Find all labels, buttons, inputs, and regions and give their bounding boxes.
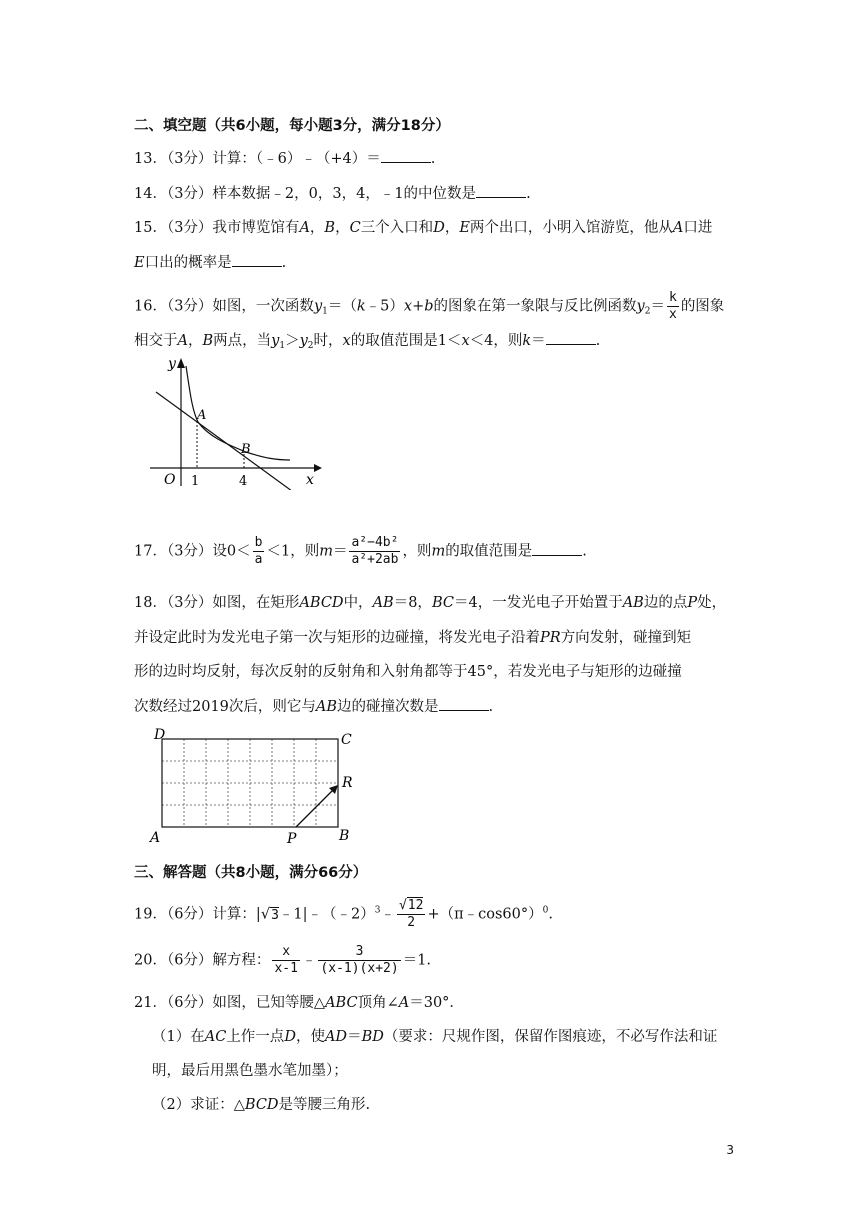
t: C: [349, 220, 361, 236]
t: AB: [372, 595, 394, 611]
t: +（π﹣cos60°）: [427, 906, 543, 923]
t: .: [595, 333, 601, 349]
question-21: [134, 993, 464, 1013]
label-point-a: A: [197, 408, 207, 423]
t: 两个出口，小明入馆游览，他从: [469, 220, 673, 236]
question-21-part1-line2: [152, 1061, 348, 1081]
question-18-line2: [134, 628, 691, 648]
t: 是等腰三角形.: [278, 1097, 371, 1113]
q17-blank: [532, 541, 582, 556]
t: AB: [315, 699, 338, 715]
t: D: [433, 220, 445, 236]
label-origin: O: [164, 472, 176, 488]
t: 明，最后用黑色墨水笔加墨）；: [152, 1063, 348, 1079]
t: ，则: [402, 543, 432, 560]
t: ＝4，一发光电子开始置于: [453, 595, 623, 611]
question-14: [134, 183, 531, 204]
t: b: [424, 298, 434, 315]
section-2-title: 二、填空题（共6小题，每小题3分，满分18分）: [134, 118, 450, 134]
t: .: [488, 699, 494, 715]
t: 方向发射，碰撞到矩: [560, 630, 692, 646]
question-16-line1: [134, 290, 724, 323]
page-number: 3: [726, 1143, 734, 1157]
t: 口进: [683, 220, 713, 236]
q16-blank: [546, 330, 596, 345]
question-13: [134, 148, 435, 169]
t: ，: [335, 220, 350, 236]
t: 15．（3分）我市博览馆有: [134, 220, 300, 236]
q13-blank: [381, 148, 431, 163]
t: BD: [361, 1029, 384, 1045]
t: 2: [307, 341, 314, 351]
t: 12: [407, 898, 424, 913]
t: 3: [374, 905, 381, 916]
t: x: [403, 298, 413, 315]
q14-text: 14．（3分）样本数据﹣2，0，3，4，﹣1的中位数是: [134, 186, 477, 202]
t: E: [134, 255, 145, 271]
t: 16．（3分）如图，一次函数: [134, 298, 314, 315]
t: BC: [431, 595, 454, 611]
x-axis-arrow: [314, 464, 322, 472]
t: AB: [622, 595, 644, 611]
t: .: [281, 255, 287, 271]
tick-label-1: 1: [191, 474, 200, 489]
t: AC: [204, 1029, 227, 1045]
t: k: [356, 298, 366, 315]
t: （1）在: [152, 1029, 205, 1045]
question-15-line1: [134, 218, 712, 238]
t: 的取值范围是1＜: [350, 333, 462, 349]
t: m: [431, 543, 446, 560]
fraction-m-expression: [349, 535, 400, 568]
t: ＝: [347, 1029, 362, 1045]
t: 相交于: [134, 333, 178, 349]
t: PR: [540, 630, 561, 646]
question-19: 19．（6分）计算：|√3﹣1|﹣（﹣2）$^3$﹣ $\frac{√12}{2}$ +（π﹣cos60°）$^0$.: [134, 898, 553, 930]
t: ＝: [650, 298, 665, 315]
label-r: R: [342, 775, 353, 791]
t: BCD: [244, 1097, 279, 1113]
t: E: [459, 220, 470, 236]
t: x-1: [274, 961, 298, 976]
tick-label-4: 4: [239, 474, 248, 489]
t: A: [672, 220, 684, 236]
t: 三个入口和: [360, 220, 434, 236]
t: ＝30°．: [409, 995, 464, 1011]
fraction-k-over-x: [667, 290, 679, 323]
t: A: [398, 995, 410, 1011]
t: ＞: [285, 333, 300, 349]
t: 的图象在第一象限与反比例函数: [433, 298, 637, 315]
t: 处，: [697, 595, 727, 611]
t: 20．（6分）解方程：: [134, 952, 271, 969]
q18-rectangle-diagram: [146, 725, 366, 847]
t: 形的边时均反射，每次反射的反射角和入射角都等于45°，若发光电子与矩形的边碰撞: [134, 664, 682, 680]
label-y: y: [168, 356, 176, 372]
t: A: [299, 220, 310, 236]
t: A: [177, 333, 188, 349]
t: ＝: [531, 333, 546, 349]
label-point-b: B: [241, 442, 251, 457]
t: ﹣: [301, 952, 317, 969]
label-a: A: [150, 830, 161, 846]
t: a²+2ab: [351, 552, 399, 567]
t: 1: [322, 306, 328, 317]
t: P: [687, 595, 698, 611]
t: B: [324, 220, 336, 236]
question-18-line3: [134, 662, 682, 682]
t: y: [271, 333, 280, 349]
t: D: [284, 1029, 296, 1045]
t: ，: [187, 333, 203, 349]
q14-blank: [476, 183, 526, 198]
fraction-sqrt12-over-2: $\frac{√12}{2}$: [398, 898, 424, 930]
t: （2）求证：△: [152, 1097, 245, 1113]
y-axis-arrow: [177, 358, 185, 368]
t: (x-1)(x+2): [320, 961, 399, 976]
t: ＝（: [327, 298, 357, 315]
question-15-line2: [134, 252, 286, 273]
t: ＝8，: [393, 595, 432, 611]
t: 的取值范围是: [445, 543, 533, 560]
t: 19．（6分）计算：|: [134, 906, 261, 923]
t: 中，: [343, 595, 373, 611]
t: 次数经过2019次后，则它与: [134, 699, 316, 715]
t: x: [342, 333, 351, 349]
t: ＝: [332, 543, 348, 560]
question-20: [134, 944, 431, 977]
question-18-line1: [134, 593, 726, 613]
linear-function-line: [156, 392, 296, 490]
t: x: [461, 333, 470, 349]
question-18-line4: [134, 696, 493, 717]
t: y: [299, 333, 308, 349]
t: .: [582, 543, 587, 560]
t: 2: [407, 915, 416, 930]
t: ，: [309, 220, 325, 236]
t: B: [202, 333, 214, 349]
rectangle-grid: [162, 739, 338, 827]
t: ＜4，则: [469, 333, 523, 349]
t: 并设定此时为发光电子第一次与矩形的边碰撞，将发光电子沿着: [134, 630, 540, 646]
q13-text: 13．（3分）计算：（﹣6）﹣（+4）＝: [134, 151, 381, 167]
q18-blank: [439, 696, 489, 711]
t: 的图象: [680, 298, 725, 315]
t: x: [272, 944, 299, 961]
t: .: [548, 906, 553, 923]
question-17: [134, 535, 587, 568]
t: ＜1，则: [266, 543, 320, 560]
q14-end: .: [526, 186, 531, 202]
t: 顶角∠: [357, 995, 399, 1011]
fraction-3-over-product: [318, 944, 400, 977]
t: 3: [271, 907, 279, 923]
t: 边的碰撞次数是: [337, 699, 439, 715]
path-pr: [296, 789, 334, 827]
t: a²−4b²: [351, 535, 399, 550]
t: b: [254, 535, 263, 550]
t: ＝1.: [402, 952, 432, 969]
q15-blank: [232, 252, 282, 267]
question-21-part1: [152, 1027, 717, 1047]
t: 0: [542, 905, 549, 916]
t: k: [668, 290, 677, 305]
label-c: C: [341, 732, 352, 748]
t: 边的点: [643, 595, 688, 611]
t: ABCD: [299, 595, 344, 611]
label-p: P: [287, 831, 297, 847]
t: 时，: [313, 333, 343, 349]
t: ，: [444, 220, 460, 236]
label-d: D: [154, 727, 166, 743]
t: （要求：尺规作图，保留作图痕迹，不必写作法和证: [383, 1029, 718, 1045]
t: y: [313, 298, 323, 315]
t: ﹣: [380, 906, 395, 923]
t: 上作一点: [226, 1029, 285, 1045]
t: +: [412, 298, 425, 315]
t: AD: [324, 1029, 348, 1045]
t: k: [522, 333, 532, 349]
q16-function-graph: [146, 352, 326, 490]
section-3-title: 三、解答题（共8小题，满分66分）: [134, 865, 368, 881]
label-x: x: [306, 472, 314, 488]
question-21-part2: [152, 1095, 370, 1115]
t: ﹣1|﹣（﹣2）: [278, 906, 375, 923]
t: 21．（6分）如图，已知等腰△: [134, 995, 326, 1011]
t: m: [319, 543, 333, 560]
t: 口出的概率是: [144, 255, 232, 271]
t: y: [636, 298, 645, 315]
label-b: B: [339, 828, 350, 844]
q13-end: .: [430, 151, 436, 167]
fraction-x-over-x-1: [272, 944, 299, 977]
t: a: [254, 552, 263, 567]
t: 3: [318, 944, 400, 961]
t: ABC: [325, 995, 358, 1011]
t: 两点，当: [213, 333, 272, 349]
t: ﹣5）: [365, 298, 404, 315]
t: x: [668, 307, 677, 322]
t: 1: [279, 341, 286, 351]
fraction-b-over-a: [253, 535, 265, 568]
t: 2: [644, 306, 651, 317]
t: 18．（3分）如图，在矩形: [134, 595, 300, 611]
t: ，使: [295, 1029, 325, 1045]
t: 17．（3分）设0＜: [134, 543, 251, 560]
